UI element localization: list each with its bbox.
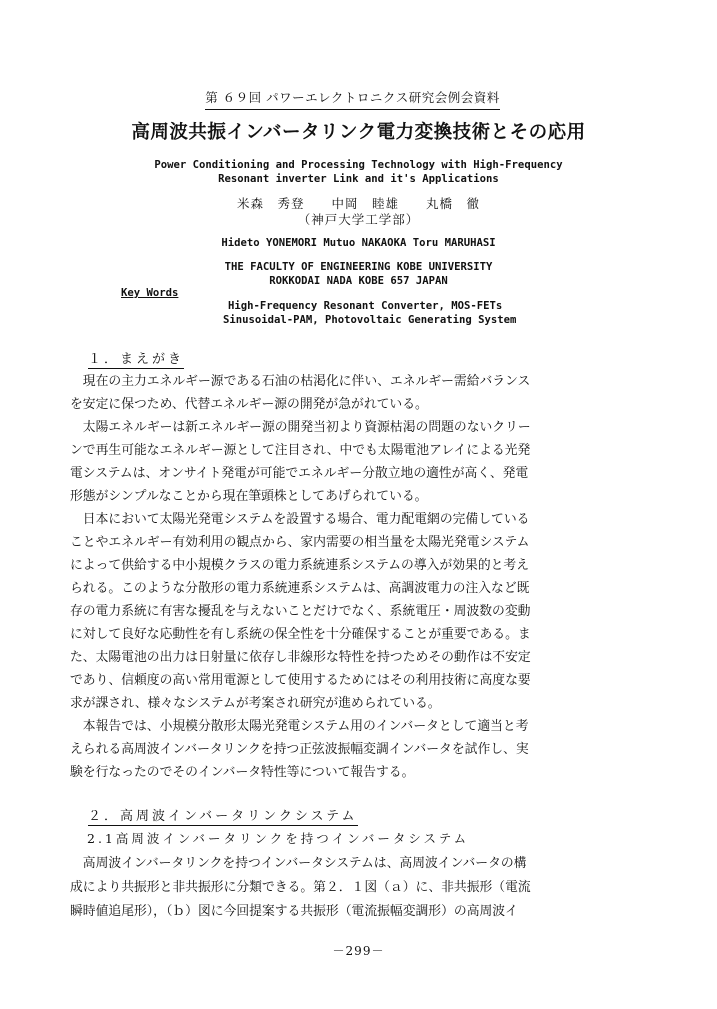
body-line: 高周波インバータリンクを持つインバータシステムは、高周波インバータの構	[70, 856, 527, 871]
body-line: 存の電力系統に有害な擾乱を与えないことだけでなく、系統電圧・周波数の変動	[70, 604, 531, 619]
body-line: 形態がシンプルなことから現在筆頭株としてあげられている。	[70, 489, 428, 504]
faculty-line1: THE FACULTY OF ENGINEERING KOBE UNIVERSITY	[224, 261, 493, 273]
subsection-2-1-heading: 2.1高周波インバータリンクを持つインバータシステム	[87, 831, 470, 846]
body-line: えられる高周波インバータリンクを持つ正弦波振幅変調インバータを試作し、実	[70, 742, 529, 757]
paper-title-english-line1: Power Conditioning and Processing Technology with High-Frequency	[154, 159, 563, 171]
affiliation-japanese: （神戸大学工学部）	[297, 212, 420, 227]
body-line: た、太陽電池の出力は日射量に依存し非線形な特性を持つためその動作は不安定	[70, 650, 531, 665]
body-line: 求が課され、様々なシステムが考案され研究が進められている。	[70, 696, 441, 711]
body-line: であり、信頼度の高い常用電源として使用するためにはその利用技術に高度な要	[70, 673, 531, 688]
paper-title-japanese: 高周波共振インバータリンク電力変換技術とその応用	[131, 122, 586, 143]
keywords-line2: Sinusoidal-PAM, Photovoltaic Generating System	[223, 314, 517, 326]
body-line: 成により共振形と非共振形に分類できる。第２．１図（ａ）に、非共振形（電流	[70, 880, 531, 895]
page-number: －299－	[332, 944, 385, 958]
body-line: られる。このような分散形の電力系統連系システムは、高調波電力の注入など既	[70, 581, 530, 596]
keywords-line1: High-Frequency Resonant Converter, MOS-FETs	[228, 300, 503, 312]
section2-heading: ２．高周波インバータリンクシステム	[88, 805, 358, 826]
body-line: ことやエネルギー有効利用の観点から、家内需要の相当量を太陽光発電システム	[70, 535, 530, 550]
paper-title-english-line2: Resonant inverter Link and it's Applications	[218, 173, 499, 185]
body-line: 験を行なったのでそのインバータ特性等について報告する。	[70, 765, 415, 780]
body-line: 現在の主力エネルギー源である石油の枯渇化に伴い、エネルギー需給バランス	[70, 374, 531, 389]
body-line: 電システムは、オンサイト発電が可能でエネルギー分散立地の適性が高く、発電	[70, 466, 529, 481]
body-line: 日本において太陽光発電システムを設置する場合、電力配電網の完備している	[70, 512, 530, 527]
body-line: を安定に保つため、代替エネルギー源の開発が急がれている。	[70, 397, 428, 412]
keywords-label: Key Words	[121, 287, 179, 299]
body-line: 太陽エネルギーは新エネルギー源の開発当初より資源枯渇の問題のないクリー	[70, 420, 531, 435]
body-line: ンで再生可能なエネルギー源として注目され、中でも太陽電池アレイによる光発	[70, 443, 531, 458]
authors-japanese: 米森 秀登 中岡 睦雄 丸橋 徹	[236, 196, 480, 211]
body-line: によって供給する中小規模クラスの電力系統連系システムの導入が効果的と考え	[70, 558, 530, 573]
faculty-line2: ROKKODAI NADA KOBE 657 JAPAN	[269, 275, 448, 287]
meeting-header: 第 ６９回 パワーエレクトロニクス研究会例会資料	[205, 88, 500, 110]
body-line: に対して良好な応動性を有し系統の保全性を十分確保することが重要である。ま	[70, 627, 531, 642]
section1-heading: １．まえがき	[88, 348, 184, 369]
body-line: 瞬時値追尾形），（ｂ）図に今回提案する共振形（電流振幅変調形）の高周波イ	[70, 904, 518, 919]
body-line: 本報告では、小規模分散形太陽光発電システム用のインバータとして適当と考	[70, 719, 529, 734]
authors-english: Hideto YONEMORI Mutuo NAKAOKA Toru MARUHASI	[221, 237, 496, 249]
